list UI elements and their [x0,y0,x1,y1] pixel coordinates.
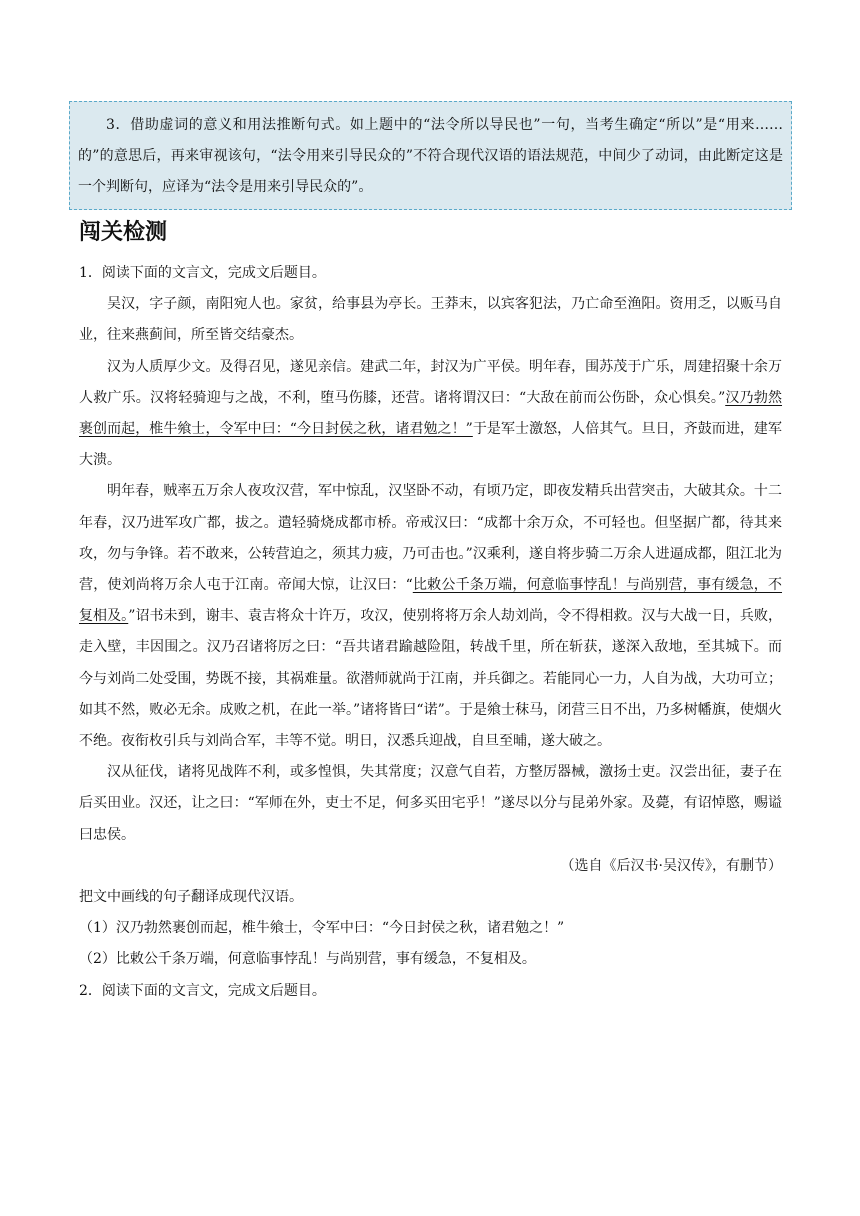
passage-paragraph-3 [79,476,782,757]
question-1-prompt: 1．阅读下面的文言文，完成文后题目。 [79,265,326,281]
translation-item-1: （1）汉乃勃然裹创而起，椎牛飨士，令军中曰：“今日封侯之秋，诸君勉之！” [79,920,565,937]
question-1-content [79,258,782,1007]
translation-instruction: 把文中画线的句子翻译成现代汉语。 [79,889,303,906]
tip-box [69,101,792,210]
section-title: 闯关检测 [79,220,168,245]
passage-text: 明年春，贼率五万余人夜攻汉营，军中惊乱，汉坚卧不动，有顷乃定，即夜发精兵出营突击，大破其众。十二年春，汉乃进军攻广都，拔之。遣轻骑烧成都市桥。帝戒汉曰：“成都十余万众，不可轻也。但坚据广都，待其来攻，勿与争锋。若不敢来，公转营迫之，须其力疲，乃可击也。”汉乘利，遂自将步骑二万余人进逼成都，阻江北为营，使刘尚将万余人屯于江南。帝闻大惊，让汉曰：“ [79,483,782,594]
passage-text: ”诏书未到，谢丰、袁吉将众十许万，攻汉，使别将将万余人劫刘尚，令不得相救。汉与大战一日，兵败，走入壁，丰因围之。汉乃召诸将厉之曰：“吾共诸君踰越险阻，转战千里，所在斩获，遂深入敌地，至其城下。而今与刘尚二处受围，势既不接，其祸难量。欲潜师就尚于江南，并兵御之。若能同心一力，人自为战，大功可立；如其不然，败必无余。成败之机，在此一举。”诸将皆曰“诺”。于是飨士秣马，闭营三日不出，乃多树幡旗，使烟火不绝。夜衔枚引兵与刘尚合军，丰等不觉。明日，汉悉兵迎战，自旦至晡，遂大破之。 [79,608,783,750]
underlined-sentence-2: 比敕公千条万端，何意临事悖乱！与尚别营，事有缓急，不复相及。 [79,577,783,625]
passage-text: 于是军士激怒，人倍其气。旦日，齐鼓而进，建军大溃。 [79,421,782,469]
underlined-sentence-1: 汉乃勃然裹创而起，椎牛飨士，令军中曰：“今日封侯之秋，诸君勉之！” [79,389,783,438]
question-2-prompt: 2．阅读下面的文言文，完成文后题目。 [79,982,326,999]
passage-text: 汉为人质厚少文。及得召见，遂见亲信。建武二年，封汉为广平侯。明年春，围苏茂于广乐，周建招聚十余万人救广乐。汉将轻骑迎与之战，不利，堕马伤膝，还营。诸将谓汉曰：“大敌在前而公伤卧，众心惧矣。” [79,358,782,406]
passage-source: （选自《后汉书·吴汉传》，有删节） [560,857,782,874]
tip-text: 3．借助虚词的意义和用法推断句式。如上题中的“法令所以导民也”一句，当考生确定“所以”是“用来……的”的意思后，再来审视该句，“法令用来引导民众的”不符合现代汉语的语法规范，中间少了动词，由此断定这是一个判断句，应译为“法令是用来引导民众的”。 [78,117,783,195]
passage-paragraph-2 [79,352,782,477]
passage-paragraph-4: 汉从征伐，诸将见战阵不利，或多惶惧，失其常度；汉意气自若，方整厉器械，激扬士吏。汉尝出征，妻子在后买田业。汉还，让之曰：“军师在外，吏士不足，何多买田宅乎！”遂尽以分与昆弟外家。及薨，有诏悼愍，赐谥曰忠侯。 [79,764,782,843]
passage-paragraph-1: 吴汉，字子颜，南阳宛人也。家贫，给事县为亭长。王莽末，以宾客犯法，乃亡命至渔阳。资用乏，以贩马自业，往来燕蓟间，所至皆交结豪杰。 [79,296,782,344]
translation-item-2: （2）比敕公千条万端，何意临事悖乱！与尚别营，事有缓急，不复相及。 [79,951,536,968]
